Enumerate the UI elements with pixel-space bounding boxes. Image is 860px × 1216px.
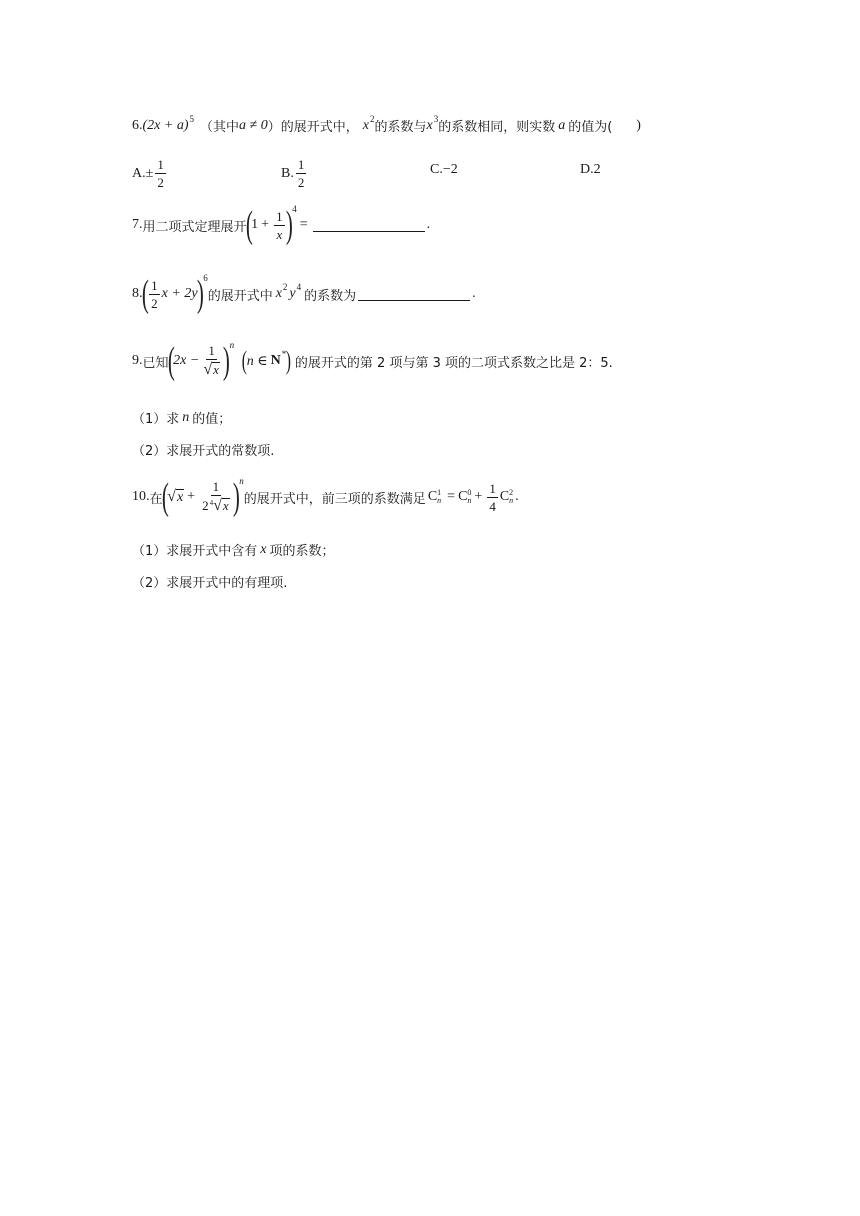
equals: =: [299, 217, 308, 232]
exponent: 3: [433, 113, 439, 124]
end-period: .: [472, 286, 476, 301]
option-label: C.: [430, 162, 443, 177]
numerator: 1: [151, 277, 158, 293]
operator: +: [261, 217, 270, 232]
answer-blank[interactable]: [358, 288, 470, 301]
numerator: 1: [212, 479, 220, 494]
part-text: 项的系数；: [269, 544, 335, 559]
denominator: [200, 496, 232, 514]
denominator: x: [276, 226, 283, 242]
indices: [467, 489, 471, 505]
question-text: 已知: [142, 355, 169, 371]
term: 1: [251, 217, 259, 232]
question-6: [132, 113, 641, 135]
option-b: [281, 158, 308, 189]
right-paren: ): [222, 340, 230, 382]
condition: a ≠ 0: [239, 117, 268, 133]
fraction: [487, 482, 498, 513]
denominator: [201, 360, 222, 378]
exponent: 2: [369, 113, 375, 124]
variable: x: [362, 117, 369, 133]
fraction: [200, 480, 232, 514]
numerator: 1: [297, 157, 305, 172]
question-text: 在: [149, 491, 163, 507]
question-text: 的展开式的第 2 项与第 3 项的二项式系数之比是 2：5.: [294, 355, 613, 371]
left-paren: (: [245, 204, 253, 246]
fraction: [296, 158, 307, 189]
exponent: n: [229, 340, 235, 350]
sup: 2: [509, 488, 514, 497]
condition-open: （其中: [200, 120, 240, 135]
sub: n: [437, 496, 442, 505]
variable: x: [275, 286, 282, 301]
denominator: 2: [157, 175, 164, 190]
operator: +: [187, 489, 196, 504]
question-text: 的系数为: [304, 288, 357, 304]
question-text: 用二项式定理展开: [142, 219, 247, 235]
exponent: n: [239, 476, 244, 486]
end-period: .: [515, 489, 519, 504]
question-text: 的展开式中: [207, 288, 273, 304]
question-9: [132, 342, 613, 380]
question-number: 8.: [132, 286, 143, 301]
question-9-part-2: [132, 440, 274, 459]
exponent: 4: [296, 282, 302, 292]
fraction: [155, 158, 166, 189]
option-prefix: ±: [145, 165, 154, 181]
root-index: 4: [209, 499, 214, 507]
answer-blank[interactable]: [313, 219, 425, 232]
fourth-root: √ x: [213, 497, 229, 514]
indices: [437, 489, 441, 505]
radicand: x: [176, 489, 184, 505]
sub: n: [509, 496, 514, 505]
denominator: 2: [151, 295, 158, 311]
exponent: 4: [292, 204, 297, 214]
question-text: 的展开式中，: [280, 120, 359, 135]
star: *: [281, 349, 287, 359]
question-number: 7.: [132, 217, 143, 232]
left-paren: (: [161, 476, 169, 518]
right-paren: ): [285, 204, 293, 246]
operator: +: [474, 489, 483, 504]
variable: a: [558, 117, 566, 133]
answer-close-paren: ): [636, 117, 641, 133]
fraction: [149, 279, 160, 310]
option-label: D.: [580, 162, 594, 177]
combination: C: [458, 489, 468, 504]
numerator: 1: [208, 343, 215, 358]
question-number: 9.: [132, 353, 143, 368]
right-paren: ): [196, 273, 204, 315]
part-text: 的值；: [192, 412, 232, 427]
sup: 0: [467, 488, 472, 497]
indices: [509, 489, 513, 505]
radicand: x: [222, 498, 229, 513]
combination: C: [499, 489, 510, 504]
left-paren: (: [241, 346, 247, 375]
part-text: （2）求展开式中的有理项.: [132, 576, 288, 591]
left-paren: (: [167, 340, 175, 382]
condition: n ∈: [246, 353, 268, 369]
question-7: [132, 206, 430, 244]
option-label: B.: [281, 165, 294, 181]
option-d: [580, 162, 601, 178]
option-value: 2: [593, 162, 601, 177]
part-text: （2）求展开式的常数项.: [132, 444, 275, 459]
numerator: 1: [489, 480, 496, 496]
variable: x: [260, 541, 267, 557]
equals: =: [447, 489, 456, 504]
sqrt: √ x: [167, 487, 184, 505]
question-text: 的系数与: [374, 120, 427, 135]
part-text: （1）求: [132, 412, 180, 427]
question-text: 的值为(: [568, 120, 613, 135]
question-number: 6.: [132, 117, 143, 133]
fraction: [274, 210, 285, 241]
expression: x + 2y: [161, 286, 198, 301]
combination: C: [427, 489, 438, 504]
natural-set: N: [270, 353, 281, 368]
numerator: 1: [157, 157, 164, 172]
question-10: [132, 478, 519, 516]
question-10-part-1: [132, 540, 335, 559]
right-paren: ): [285, 346, 292, 375]
coefficient: 2: [202, 498, 209, 513]
condition-close: ）: [267, 120, 281, 135]
option-c: [430, 162, 458, 178]
right-paren: ): [232, 476, 240, 518]
question-10-part-2: [132, 572, 287, 591]
exponent: 2: [282, 282, 288, 292]
denominator: 4: [489, 498, 496, 514]
expression: 2x −: [173, 353, 200, 368]
numerator: 1: [276, 208, 283, 224]
fraction: [201, 344, 222, 378]
part-text: （1）求展开式中含有: [132, 544, 258, 559]
option-value: −2: [442, 162, 458, 177]
question-9-part-1: [132, 408, 231, 427]
option-a: [132, 158, 168, 189]
variable: x: [426, 117, 433, 133]
sup: 1: [437, 488, 442, 497]
radicand: x: [213, 362, 219, 377]
question-number: 10.: [132, 489, 150, 504]
question-8: [132, 275, 476, 313]
variable: n: [182, 409, 190, 425]
exponent: 6: [203, 273, 208, 283]
option-label: A.: [132, 165, 146, 181]
sqrt: √ x: [203, 361, 219, 378]
variable: y: [289, 286, 296, 301]
exponent: 5: [189, 113, 194, 124]
end-period: .: [426, 217, 431, 232]
question-text: 的系数相同，则实数: [438, 120, 556, 135]
question-text: 的展开式中，前三项的系数满足: [243, 491, 426, 507]
left-paren: (: [141, 273, 149, 315]
binomial-expression: (2x + a): [142, 117, 189, 133]
sub: n: [467, 496, 472, 505]
denominator: 2: [297, 175, 305, 190]
